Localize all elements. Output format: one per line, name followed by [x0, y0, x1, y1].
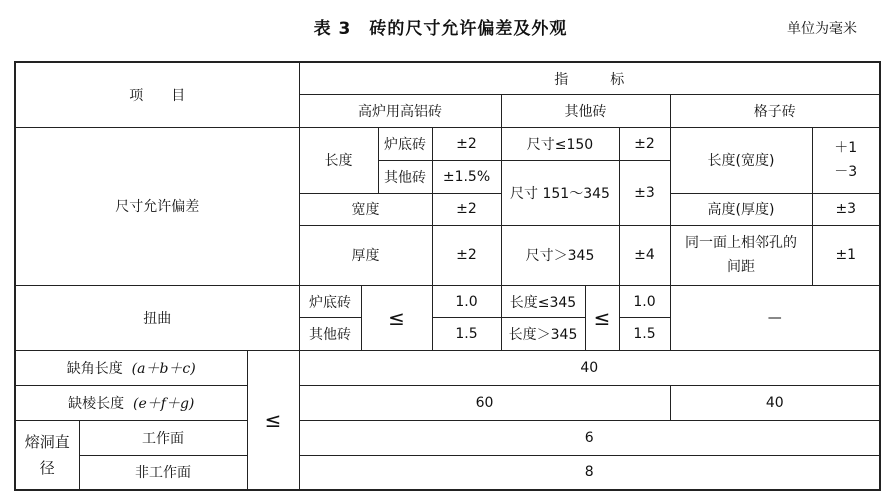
width-label: 宽度 [299, 193, 432, 226]
lattice-height-thickness-label: 高度(厚度) [670, 193, 812, 226]
warp-lattice-dash: — [670, 285, 880, 351]
table-title: 表 3 砖的尺寸允许偏差及外观 [313, 19, 568, 39]
lattice-length-width-tolerance [812, 128, 880, 194]
corner-defect-label [15, 351, 247, 386]
other-length-tolerance: ±1.5% [432, 160, 501, 193]
other-tol-le150: ±2 [619, 128, 670, 161]
non-working-face-value: 8 [299, 455, 880, 490]
thickness-label: 厚度 [299, 226, 432, 285]
warp-other-value-gt345: 1.5 [619, 318, 670, 351]
lattice-hole-spacing-tolerance: ±1 [812, 226, 880, 285]
edge-defect-value-brick: 60 [299, 385, 670, 420]
other-size-gt345: 尺寸＞345 [501, 226, 619, 285]
warp-hearth-value: 1.0 [432, 285, 501, 318]
corner-defect-name: 缺角长度 [66, 361, 123, 378]
melt-hole-label: 熔洞直径 [15, 420, 79, 490]
warp-other-brick: 其他砖 [299, 318, 361, 351]
edge-defect-label [15, 385, 247, 420]
header-item: 项 目 [15, 62, 299, 128]
lattice-plus-tolerance: ＋1 [834, 140, 858, 157]
spec-table [14, 61, 881, 491]
defects-le-symbol: ≤ [247, 351, 299, 490]
other-size-151-345: 尺寸 151～345 [501, 160, 619, 226]
header-lattice-brick: 格子砖 [670, 95, 880, 128]
lattice-minus-tolerance: －3 [834, 164, 858, 181]
corner-defect-formula: (a＋b＋c) [131, 361, 196, 378]
width-tolerance: ±2 [432, 193, 501, 226]
hearth-length-tolerance: ±2 [432, 128, 501, 161]
thickness-tolerance: ±2 [432, 226, 501, 285]
non-working-face-label: 非工作面 [79, 455, 247, 490]
length-label: 长度 [299, 128, 378, 194]
lattice-height-thickness-tolerance: ±3 [812, 193, 880, 226]
warp-label: 扭曲 [15, 285, 299, 351]
other-brick-label: 其他砖 [378, 160, 432, 193]
edge-defect-formula: (e＋f＋g) [133, 395, 195, 412]
corner-defect-value: 40 [299, 351, 880, 386]
warp-other-brick-value: 1.5 [432, 318, 501, 351]
lattice-length-width-label: 长度(宽度) [670, 128, 812, 194]
unit-label: 单位为毫米 [787, 21, 857, 37]
other-size-le150: 尺寸≤150 [501, 128, 619, 161]
warp-other-value-le345: 1.0 [619, 285, 670, 318]
edge-defect-name: 缺棱长度 [68, 395, 125, 412]
working-face-value: 6 [299, 420, 880, 455]
edge-defect-value-lattice: 40 [670, 385, 880, 420]
other-tol-gt345: ±4 [619, 226, 670, 285]
header-indicator: 指 标 [299, 62, 880, 95]
header-high-alumina-brick: 高炉用高铝砖 [299, 95, 501, 128]
warp-le-symbol: ≤ [361, 285, 432, 351]
warp-other-le-symbol: ≤ [585, 285, 619, 351]
hearth-brick-label: 炉底砖 [378, 128, 432, 161]
warp-len-gt345: 长度＞345 [501, 318, 585, 351]
warp-hearth-brick: 炉底砖 [299, 285, 361, 318]
other-tol-151-345: ±3 [619, 160, 670, 226]
size-tolerance-label: 尺寸允许偏差 [15, 128, 299, 286]
warp-len-le345: 长度≤345 [501, 285, 585, 318]
working-face-label: 工作面 [79, 420, 247, 455]
lattice-hole-spacing-label: 同一面上相邻孔的间距 [670, 226, 812, 285]
header-other-brick: 其他砖 [501, 95, 670, 128]
